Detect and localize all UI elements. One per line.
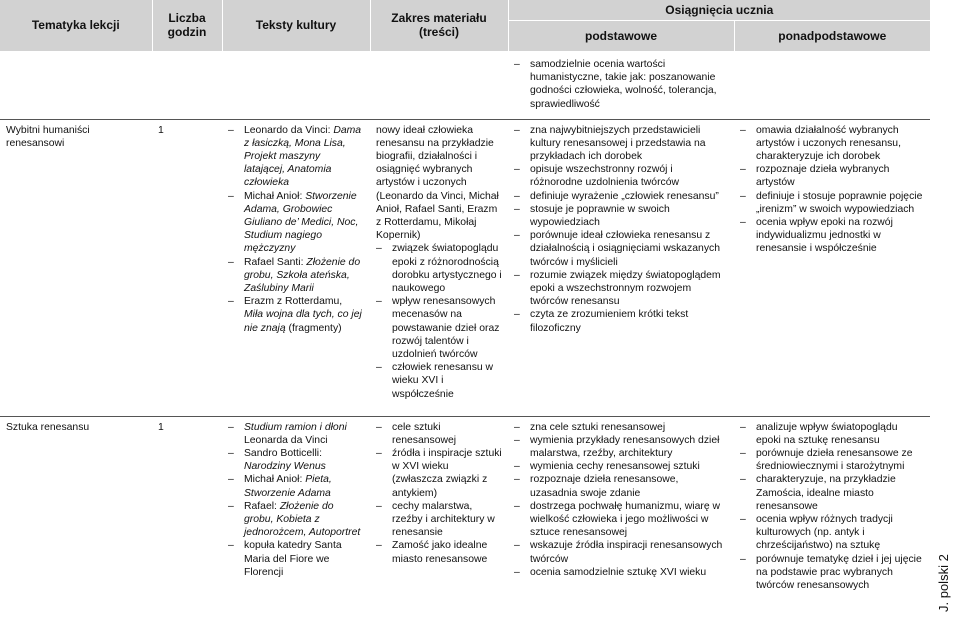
author-text: Rafael: xyxy=(244,500,280,512)
hours-cell: 1 xyxy=(152,416,222,596)
continuation-basic-list xyxy=(514,58,728,111)
list-item-text: rozpoznaje dzieła wybranych artystów xyxy=(756,164,890,189)
scope-list xyxy=(376,124,502,401)
texts-list xyxy=(228,421,364,579)
list-item xyxy=(228,124,364,190)
list-item xyxy=(228,190,364,256)
list-item xyxy=(228,539,364,579)
work-title: Pieta, Stworzenie Adama xyxy=(244,474,332,499)
author-text: (fragmenty) xyxy=(285,322,342,334)
author-text: Sandro Botticelli: xyxy=(244,447,322,459)
list-item-text: porównuje dzieła renesansowe ze średniowiecznymi i starożytnymi xyxy=(756,447,913,473)
advanced-list xyxy=(740,124,924,256)
work-title: Stworzenie Adama, Grobowiec Giuliano de’ Medici, Noc, Studium nagiego mężczyzny xyxy=(244,190,359,255)
work-title: Dama z łasiczką, Mona Lisa, Projekt maszyny latającej, Anatomia człowieka xyxy=(244,124,362,189)
list-item xyxy=(376,295,502,361)
list-item xyxy=(514,269,728,309)
list-item-text: dostrzega pochwałę humanizmu, wiarę w wielkość człowieka i jego możliwości w sztuce renesansowej xyxy=(530,500,721,539)
list-item xyxy=(514,539,728,565)
list-item xyxy=(514,566,728,579)
list-item xyxy=(376,500,502,540)
header-basic: podstawowe xyxy=(508,21,734,52)
author-text: Leonarda da Vinci xyxy=(244,434,328,446)
list-item xyxy=(514,308,728,334)
header-hours xyxy=(152,0,222,51)
author-text: Rafael Santi: xyxy=(244,256,307,268)
scope-cell xyxy=(370,119,508,416)
work-title: Narodziny Wenus xyxy=(244,461,326,473)
list-item xyxy=(740,513,924,553)
list-item-text: ocenia samodzielnie sztukę XVI wieku xyxy=(530,566,707,578)
list-item xyxy=(514,203,728,229)
continuation-basic-cell xyxy=(508,51,734,119)
list-item-text: charakteryzuje, na przykładzie Zamościa, idealne miasto renesansowe xyxy=(756,474,896,512)
author-text: Michał Anioł: xyxy=(244,474,306,486)
list-item-text: porównuje ideał człowieka renesansu z działalnością i osiągnięciami wskazanych twórców i myślicieli xyxy=(530,230,721,268)
list-item xyxy=(228,421,364,447)
list-item-text: wymienia cechy renesansowej sztuki xyxy=(530,461,700,473)
header-advanced: ponadpodstawowe xyxy=(734,21,930,52)
list-item xyxy=(740,553,924,593)
list-item-text: zna najwybitniejszych przedstawicieli kultury renesansowej i przedstawia na przykładach ich dorobek xyxy=(530,124,706,162)
list-item xyxy=(740,124,924,164)
list-item-text: porównuje tematykę dzieł i jej ujęcie na podstawie prac wybranych twórców renesansowych xyxy=(756,553,922,591)
table-row xyxy=(0,416,930,596)
list-item-text: analizuje wpływ światopoglądu epoki na sztukę renesansu xyxy=(756,421,898,446)
hours-cell: 1 xyxy=(152,119,222,416)
header-scope: Zakres materiału (treści) xyxy=(370,0,508,51)
list-item xyxy=(376,539,502,565)
list-item xyxy=(740,421,924,447)
basic-cell xyxy=(508,119,734,416)
list-item-text: rozpoznaje dzieła renesansowe, uzasadnia swoje zdanie xyxy=(530,474,679,499)
list-item xyxy=(740,216,924,256)
list-item: – samodzielnie ocenia wartości humanistyczne, takie jak: poszanowanie godności człowieka, wolność, tolerancja, sprawiedliwość xyxy=(514,58,728,111)
list-item-text: stosuje je poprawnie w swoich wypowiedziach xyxy=(530,203,670,228)
work-title: Studium ramion i dłoni xyxy=(244,421,347,433)
basic-list xyxy=(514,421,728,579)
list-item xyxy=(228,500,364,540)
list-item xyxy=(514,473,728,499)
list-item xyxy=(376,242,502,295)
list-item-text: wskazuje źródła inspiracji renesansowych twórców xyxy=(530,540,723,565)
list-item-text: Zamość jako idealne miasto renesansowe xyxy=(392,540,488,565)
list-item-text: człowiek renesansu w wieku XVI i współcześnie xyxy=(392,362,494,400)
list-item-text: nowy ideał człowieka renesansu na przykładzie biografii, działalności i osiągnięć wybranych artystów i uczonych (Leonardo da Vinci, Michał Anioł, Rafael Santi, Erazm z Rotterdamu, Mikołaj Kopernik) xyxy=(376,124,499,242)
list-item-text: ocenia wpływ epoki na rozwój indywidualizmu jednostki w renesansie i współcześnie xyxy=(756,216,893,255)
list-item xyxy=(376,447,502,500)
list-item xyxy=(514,190,728,203)
list-item-text: cele sztuki renesansowej xyxy=(392,421,457,446)
texts-list xyxy=(228,124,364,335)
list-item xyxy=(740,163,924,189)
list-item xyxy=(376,361,502,401)
list-item-text: rozumie związek między światopoglądem epoki a wszechstronnym rozwojem twórców renesansu xyxy=(530,269,721,308)
list-item-text: wymienia przykłady renesansowych dzieł malarstwa, rzeźby, architektury xyxy=(530,434,720,459)
list-item-text: zna cele sztuki renesansowej xyxy=(530,421,666,433)
list-item-text: opisuje wszechstronny rozwój i różnorodne uzdolnienia twórców xyxy=(530,164,680,189)
continuation-row xyxy=(0,51,930,119)
basic-list xyxy=(514,124,728,335)
list-item xyxy=(514,229,728,269)
list-item xyxy=(514,163,728,189)
author-text: kopuła katedry Santa Maria del Fiore we Florencji xyxy=(244,540,342,578)
basic-cell xyxy=(508,416,734,596)
list-item xyxy=(514,434,728,460)
list-item xyxy=(740,473,924,513)
list-item xyxy=(228,295,364,335)
list-item-text: cechy malarstwa, rzeźby i architektury w renesansie xyxy=(392,500,495,539)
header-achievements: Osiągnięcia ucznia xyxy=(508,0,930,21)
header-hours-label: Liczba godzin xyxy=(167,11,207,40)
list-item-text: ocenia wpływ różnych tradycji kulturowych (np. antyk i chrześcijaństwo) na sztukę xyxy=(756,513,893,552)
list-item-text: definiuje i stosuje poprawnie pojęcie „irenizm” w swoich wypowiedziach xyxy=(756,190,923,215)
list-item xyxy=(740,190,924,216)
side-label: J. polski 2 xyxy=(936,554,951,612)
list-item xyxy=(514,421,728,434)
list-item xyxy=(514,500,728,540)
texts-cell xyxy=(222,416,370,596)
list-item xyxy=(376,421,502,447)
author-text: Leonardo da Vinci: xyxy=(244,124,334,136)
list-item-text: związek światopoglądu epoki z różnorodnością dorobku artystycznego i naukowego xyxy=(392,243,502,294)
list-item-text: wpływ renesansowych mecenasów na powstawanie dzieł oraz rozwój talentów i uzdolnień twórców xyxy=(392,296,500,360)
texts-cell xyxy=(222,119,370,416)
topic-cell: Sztuka renesansu xyxy=(0,416,152,596)
list-item-text: omawia działalność wybranych artystów i uczonych renesansu, charakteryzuje ich dorobek xyxy=(756,124,901,162)
work-title: Miła wojna dla tych, co jej nie znają xyxy=(244,309,362,334)
scope-list xyxy=(376,421,502,566)
list-item xyxy=(514,124,728,164)
topic-cell: Wybitni humaniści renesansowi xyxy=(0,119,152,416)
list-item xyxy=(228,447,364,473)
table-row xyxy=(0,119,930,416)
advanced-list xyxy=(740,421,924,593)
header-texts: Teksty kultury xyxy=(222,0,370,51)
author-text: Erazm z Rotterdamu, xyxy=(244,296,343,308)
list-item-text: źródła i inspiracje sztuki w XVI wieku (zwłaszcza związki z antykiem) xyxy=(392,447,502,499)
list-item-text: czyta ze zrozumieniem krótki tekst filozoficzny xyxy=(530,309,689,334)
scope-cell xyxy=(370,416,508,596)
header-topic: Tematyka lekcji xyxy=(0,0,152,51)
author-text: Michał Anioł: xyxy=(244,190,306,202)
work-title: Złożenie do grobu, Kobieta z jednorożcem, Autoportret xyxy=(244,500,361,539)
list-item xyxy=(228,473,364,499)
list-item xyxy=(228,256,364,296)
advanced-cell xyxy=(734,416,930,596)
list-item xyxy=(740,447,924,473)
advanced-cell xyxy=(734,119,930,416)
list-item-text: definiuje wyrażenie „człowiek renesansu” xyxy=(530,190,719,202)
list-item xyxy=(376,124,502,243)
list-item xyxy=(514,460,728,473)
work-title: Złożenie do grobu, Szkoła ateńska, Zaślubiny Marii xyxy=(244,256,361,294)
